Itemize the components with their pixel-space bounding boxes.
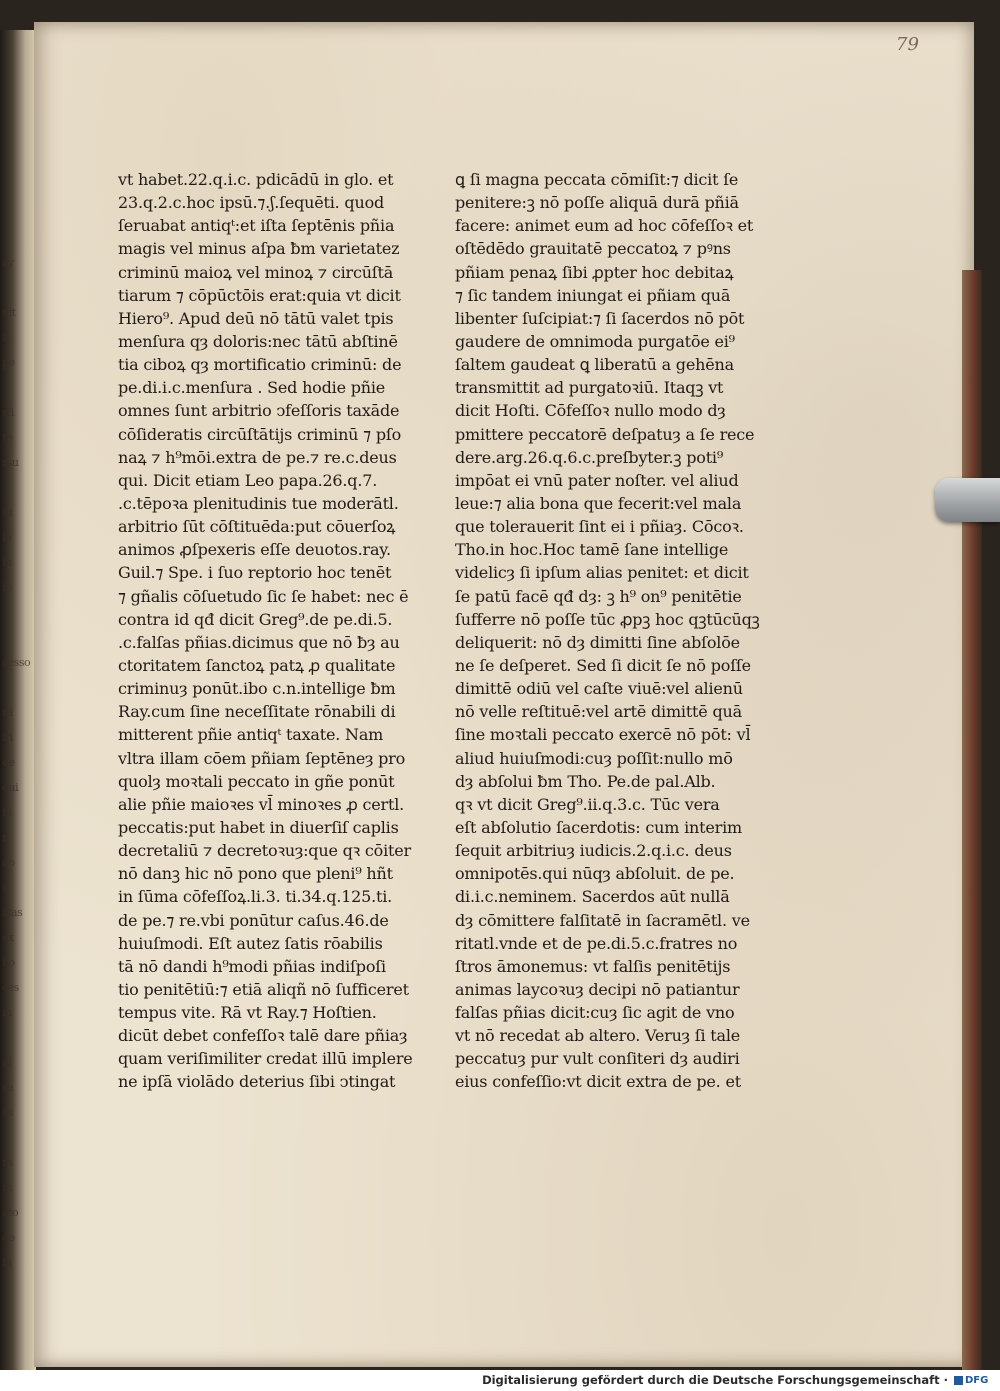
text-line: Guil.⁊ Spe. i ſuo reptorio hoc tenēt [118, 563, 392, 583]
text-line: gaudere de omnimoda purgatōe ei⁹ [455, 331, 735, 351]
text-line: .c.tēpoꝛa plenitudinis tue moderātl. [118, 493, 399, 513]
text-line: dimittē odiū vel caſte viuē:vel alienū [455, 679, 743, 699]
page-clamp [935, 478, 1000, 522]
text-line: tia ciboꝝ qȝ mortificatio criminū: de [118, 355, 402, 375]
text-line: quolȝ moꝛtali peccato in gñe ponūt [118, 771, 395, 791]
text-line: ꝗ ſi magna peccata cōmiſit:⁊ dicit ſe [455, 170, 739, 189]
text-line: transmittit ad purgatoꝛiū. Itaqꝫ vt [455, 378, 724, 398]
dfg-logo-text: DFG [965, 1375, 989, 1386]
text-line: vltra illam cōem pñiam ſeptēneȝ pro [118, 748, 406, 768]
text-line: tio penitētiū:⁊ etiā aliqñ nō ſufficeret [118, 979, 409, 999]
text-line: di.i.c.neminem. Sacerdos aūt nullā [455, 887, 730, 907]
text-line: tā nō dandi h⁹modi pñias indiſpoſi [118, 956, 386, 976]
text-line: nō danꝫ hic nō pono que pleni⁹ hñt [118, 864, 393, 884]
text-line: ſeruabat antiqᵗ:et iſta ſeptēnis pñia [118, 216, 395, 236]
text-line: de pe.⁊ re.vbi ponūtur caſus.46.de [118, 910, 389, 930]
text-line: libenter ſuſcipiat:⁊ ſi ſacerdos nō pōt [455, 308, 745, 328]
text-line: pe.di.i.c.menſura . Sed hodie pñie [118, 378, 386, 398]
text-line: omnipotēs.qui nūqȝ abſoluit. de pe. [455, 864, 735, 884]
text-line: leue:⁊ alia bona que fecerit:vel mala [455, 493, 742, 513]
text-line: Ray.cum ſine neceſſitate rōnabili di [118, 702, 396, 722]
text-line: falſas pñias dicit:cuȝ ſic agit de vno [455, 1003, 735, 1023]
text-line: contra id qđ dicit Greg⁹.de pe.di.5. [118, 609, 393, 629]
text-line: huiuſmodi. Eſt autez ſatis rōabilis [118, 933, 383, 953]
text-line: ſtros āmonemus: vt falſis penitētijs [455, 956, 731, 976]
text-line: vt nō recedat ab altero. Veruȝ ſi tale [455, 1026, 741, 1046]
funding-notice: Digitalisierung gefördert durch die Deutsche Forschungsgemeinschaft · [482, 1373, 948, 1387]
text-line: deliquerit: nō dȝ dimitti ſine abſolōe [455, 632, 740, 652]
text-line: decretaliū ⁊ decretoꝛuȝ:que qꝛ cōiter [118, 841, 411, 861]
text-line: ne ſe deſperet. Sed ſi dicit ſe nō poſſe [455, 655, 751, 675]
text-line: pñiam penaꝝ ſibi ꝓpter hoc debitaꝝ [455, 262, 734, 282]
text-line: ſine moꝛtali peccato exercē nō pōt: vl̄ [455, 725, 751, 745]
text-line: que tolerauerit ſint ei i pñiaȝ. Cōcoꝛ. [455, 517, 744, 537]
dfg-logo-mark [954, 1376, 963, 1385]
text-line: ritatl.vnde et de pe.di.5.c.fratres no [455, 933, 738, 953]
text-line: omnes ſunt arbitrio ↄfeſſoris taxāde [118, 401, 400, 421]
text-line: animas laycoꝛuȝ decipi nō patiantur [455, 979, 740, 999]
text-line: dȝ cōmittere falſitatē in ſacramētl. ve [455, 910, 750, 930]
text-line: ⁊ gñalis cōſuetudo ſic ſe habet: nec ē [118, 586, 409, 606]
text-line: magis vel minus aſpa ƀm varietatez [118, 239, 400, 259]
text-line: ctoritatem ſanctoꝝ patꝝ ꝓ qualitate [118, 655, 396, 675]
text-line: arbitrio ſūt cōſtituēda:put cōuerſoꝝ [118, 517, 396, 537]
text-line: ſufferre nō poſſe tūc ꝓpꝫ hoc qꝫtūcūqꝫ [455, 609, 760, 629]
text-line: .c.falſas pñias.dicimus que nō ƀȝ au [118, 632, 400, 652]
text-line: dicūt debet confeſſoꝛ talē dare pñiaȝ [118, 1026, 408, 1046]
text-line: animos ꝓſpexeris eſſe deuotos.ray. [118, 540, 391, 560]
text-line: ſequit arbitriuȝ iudicis.2.q.i.c. deus [455, 841, 732, 861]
text-line: eſt abſolutio ſacerdotis: cum interim [455, 817, 742, 837]
text-line: ⁊ ſic tandem iniungat ei pñiam quā [455, 285, 731, 305]
text-line: in ſūma cōfeſſoꝝ.li.3. ti.34.q.125.ti. [118, 887, 393, 907]
text-line: 23.q.2.c.hoc ipsū.⁊.ʃ.ſequēti. quod [118, 193, 385, 213]
dfg-logo [954, 1373, 994, 1388]
text-line: alie pñie maioꝛes vl̄ minoꝛes ꝓ certl. [118, 794, 404, 814]
text-line: impōat ei vnū pater noſter. vel aliud [455, 470, 739, 490]
text-line: penitere:ꝫ nō poſſe aliquā durā pñiā [455, 193, 739, 213]
footer-bar [0, 1370, 1000, 1391]
text-line: facere: animet eum ad hoc cōfeſſoꝛ et [455, 216, 754, 236]
text-line: tiarum ⁊ cōpūctōis erat:quia vt dicit [118, 285, 401, 305]
text-line: peccatuȝ pur vult conſiteri dȝ audiri [455, 1049, 740, 1069]
text-line: ſaltem gaudeat ꝗ liberatū a gehēna [455, 355, 734, 375]
text-line: ſe patū facē qđ dȝ: ꝫ h⁹ on⁹ penitētie [455, 586, 742, 606]
text-line: pmittere peccatorē deſpatuȝ a ſe rece [455, 424, 755, 444]
text-line: cōſideratis circūſtātijs criminū ⁊ pſo [118, 424, 402, 444]
text-line: peccatis:put habet in diuerſiſ caplis [118, 817, 399, 837]
text-line: dicit Hoſti. Cōfeſſoꝛ nullo modo dȝ [455, 401, 726, 421]
book-edge-right [962, 270, 982, 1370]
text-line: vt habet.22.q.i.c. pdicādū in glo. et [118, 170, 394, 189]
left-page-margin-text: ay uit it pe sfi te rsu tu lo lu fe cesso ra iri de qui bi n do u illas ex bo ces in el se as m m ato do fa [2, 256, 31, 1269]
text-line: qui. Dicit etiam Leo papa.26.q.7. [118, 470, 378, 490]
text-line: Tho.in hoc.Hoc tamē ſane intellige [455, 540, 729, 560]
text-line: videlicȝ ſi ipſum alias penitet: et dicit [455, 563, 749, 583]
folio-number: 79 [896, 34, 919, 55]
text-line: qꝛ vt dicit Greg⁹.ii.q.3.c. Tūc vera [455, 794, 720, 814]
text-line: criminuȝ ponūt.ibo c.n.intellige ƀm [118, 679, 396, 699]
text-line: oſtēdēdo grauitatē peccatoꝝ ⁊ pꝰns [455, 239, 731, 259]
text-line: quam veriſimiliter credat illū implere [118, 1049, 413, 1069]
text-column-left [118, 168, 414, 1094]
text-line: eius confeſſio:vt dicit extra de pe. et [455, 1072, 741, 1092]
text-line: ne ipſā violādo deterius ſibi ↄtingat [118, 1072, 396, 1092]
text-line: nō velle reſtituē:vel artē dimittē quā [455, 702, 742, 722]
text-line: tempus vite. Rā vt Ray.⁊ Hoſtien. [118, 1003, 377, 1023]
text-line: dere.arg.26.q.6.c.preſbyter.ꝫ poti⁹ [455, 447, 724, 467]
left-page-edge [0, 30, 36, 1370]
text-line: criminū maioꝝ vel minoꝝ ⁊ circūſtā [118, 262, 394, 282]
text-line: menſura qȝ doloris:nec tātū abſtinē [118, 331, 398, 351]
text-line: dȝ abſolui ƀm Tho. Pe.de pal.Alb. [455, 771, 716, 791]
text-column-right [455, 168, 760, 1094]
text-line: mitterent pñie antiqᵗ taxate. Nam [118, 725, 384, 745]
text-line: aliud huiuſmodi:cuȝ poſſit:nullo mō [455, 748, 733, 768]
text-line: naꝝ ⁊ h⁹mōi.extra de pe.⁊ re.c.deus [118, 447, 397, 467]
text-line: Hiero⁹. Apud deū nō tātū valet tpis [118, 308, 394, 328]
